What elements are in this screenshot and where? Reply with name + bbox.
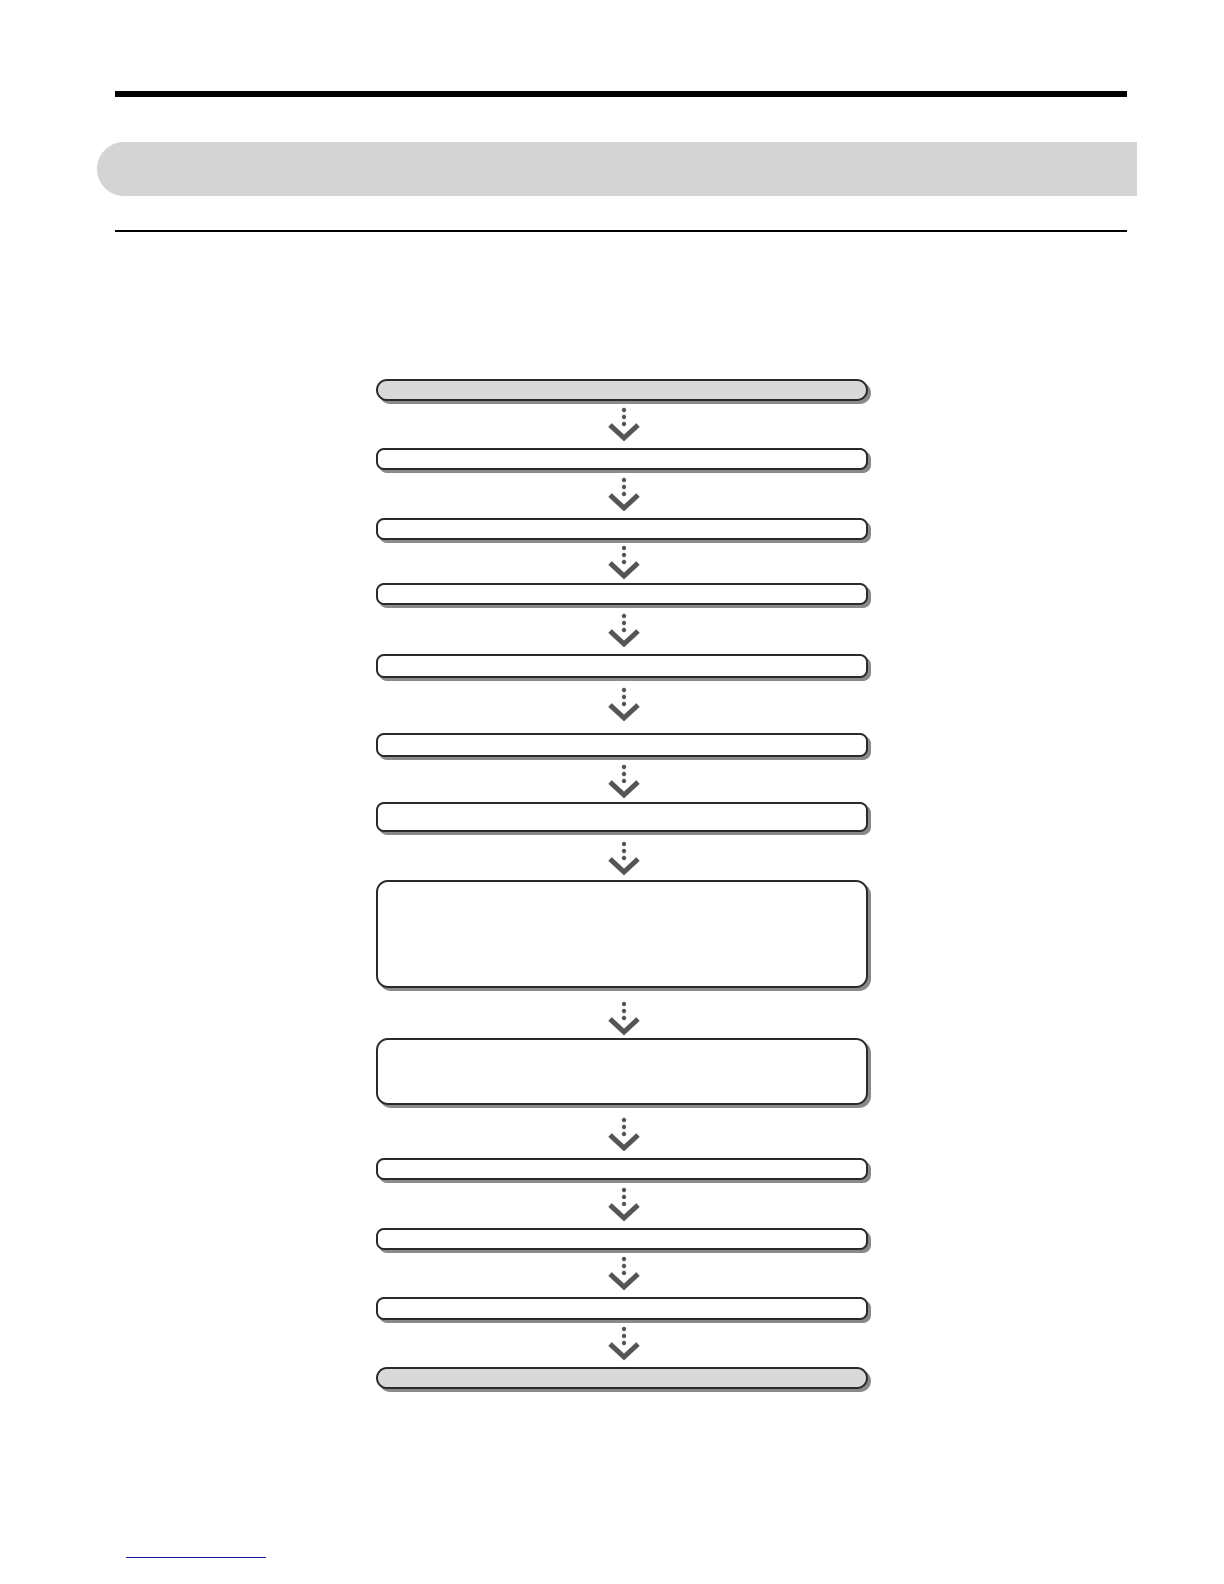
top-rule xyxy=(115,91,1127,97)
flow-step-8 xyxy=(376,1038,868,1105)
dotted-down-arrow-icon xyxy=(604,406,644,446)
dotted-down-arrow-icon xyxy=(604,686,644,726)
dotted-down-arrow-icon xyxy=(604,476,644,516)
flow-step-1 xyxy=(376,448,868,470)
flow-start-step xyxy=(376,379,868,401)
dotted-down-arrow-icon xyxy=(604,1116,644,1156)
dotted-down-arrow-icon xyxy=(604,612,644,652)
dotted-down-arrow-icon xyxy=(604,544,644,584)
dotted-down-arrow-icon xyxy=(604,1255,644,1295)
flow-step-7 xyxy=(376,880,868,988)
flow-end-step xyxy=(376,1367,868,1389)
flow-step-9 xyxy=(376,1158,868,1180)
dotted-down-arrow-icon xyxy=(604,1000,644,1040)
dotted-down-arrow-icon xyxy=(604,1186,644,1226)
flow-step-10 xyxy=(376,1228,868,1250)
flow-step-11 xyxy=(376,1297,868,1320)
dotted-down-arrow-icon xyxy=(604,840,644,880)
flow-step-6 xyxy=(376,802,868,832)
dotted-down-arrow-icon xyxy=(604,1325,644,1365)
section-heading-band xyxy=(97,142,1137,196)
dotted-down-arrow-icon xyxy=(604,763,644,803)
flow-step-2 xyxy=(376,518,868,540)
footer-link-underline[interactable] xyxy=(126,1557,266,1558)
subsection-rule xyxy=(115,230,1127,232)
flow-step-3 xyxy=(376,583,868,605)
flow-step-5 xyxy=(376,733,868,757)
flow-step-4 xyxy=(376,654,868,678)
